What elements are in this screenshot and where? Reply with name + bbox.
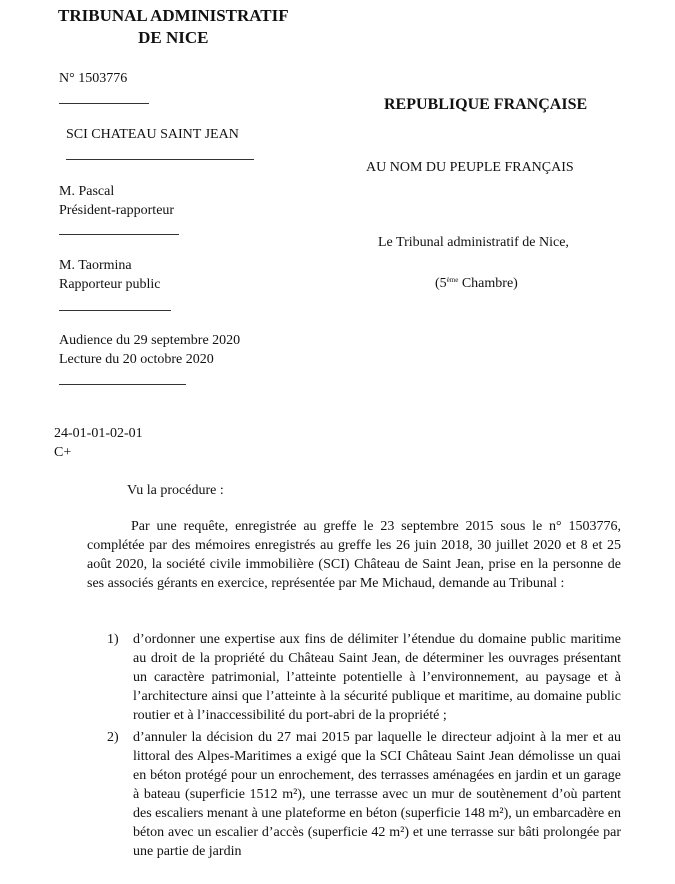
case-number: N° 1503776 [59,71,128,86]
court-name [58,5,289,49]
tribunal-heading [378,233,569,252]
reading-date: Lecture du 20 octobre 2020 [59,352,214,367]
chamber-ordinal: ème [446,276,459,284]
president-name: M. Pascal [59,184,115,199]
list-item-text: d’ordonner une expertise aux fins de délimiter l’étendue du domaine public maritime au droit de la propriété du Château Saint Jean, de déterminer les ouvrages présentant un caractère patrimonial, l’atteinte potentielle à l’environnement, au paysage et à l’architecture ainsi que l’atteinte à la sécurité publique et maritime, au domaine public routier et à l’inaccessibilité du port-abri de la propriété ; [133,632,621,723]
separator-rule [59,234,179,235]
chamber-heading [435,271,518,293]
list-item-number: 2) [107,730,119,745]
list-item [107,728,621,861]
list-item-text: d’annuler la décision du 27 mai 2015 par laquelle le directeur adjoint à la mer et au littoral des Alpes-Maritimes a exigé que la SCI Château Saint Jean démolisse un quai en béton protégé pour un enrochement, des terrasses aménagées en jardin et un garage à bateau (superficie 1512 m²), une terrasse avec un mur de soutènement d’où partent des escaliers menant à une plateforme en béton (superficie 148 m²), un embarcadère en béton avec un escalier d’accès (superficie 42 m²) et une terrasse sur bâti prolongée par une partie de jardin [133,730,621,859]
tribunal-heading-text: Le Tribunal administratif de Nice, [378,235,569,250]
chamber-open: (5 [435,276,447,291]
separator-rule [59,384,186,385]
party-name: SCI CHATEAU SAINT JEAN [66,127,239,142]
intro-paragraph: Par une requête, enregistrée au greffe le 23 septembre 2015 sous le n° 1503776, complétée par des mémoires enregistrés au greffe les 26 juin 2018, 30 juillet 2020 et 8 et 25 août 2020, la société civile immobilière (SCI) Château de Saint Jean, prise en la personne de ses associés gérants en exercice, représentée par Me Michaud, demande au Tribunal : [87,519,621,591]
procedure-heading: Vu la procédure : [127,483,224,498]
rapporteur-role: Rapporteur public [59,277,161,292]
republic-heading: REPUBLIQUE FRANÇAISE [384,96,588,113]
rapporteur-name: M. Taormina [59,258,132,273]
president-role: Président-rapporteur [59,203,175,218]
separator-rule [66,159,254,160]
people-heading: AU NOM DU PEUPLE FRANÇAIS [366,160,574,175]
claims-list [107,630,621,864]
court-name-line2: DE NICE [138,28,209,47]
list-item [107,630,621,725]
classification-code: 24-01-01-02-01 [54,426,143,441]
separator-rule [59,103,149,104]
hearing-date: Audience du 29 septembre 2020 [59,333,241,348]
separator-rule [59,310,171,311]
classification-grade: C+ [54,445,72,460]
list-item-number: 1) [107,632,119,647]
chamber-rest: Chambre) [458,276,518,291]
court-name-line1: TRIBUNAL ADMINISTRATIF [58,6,289,25]
